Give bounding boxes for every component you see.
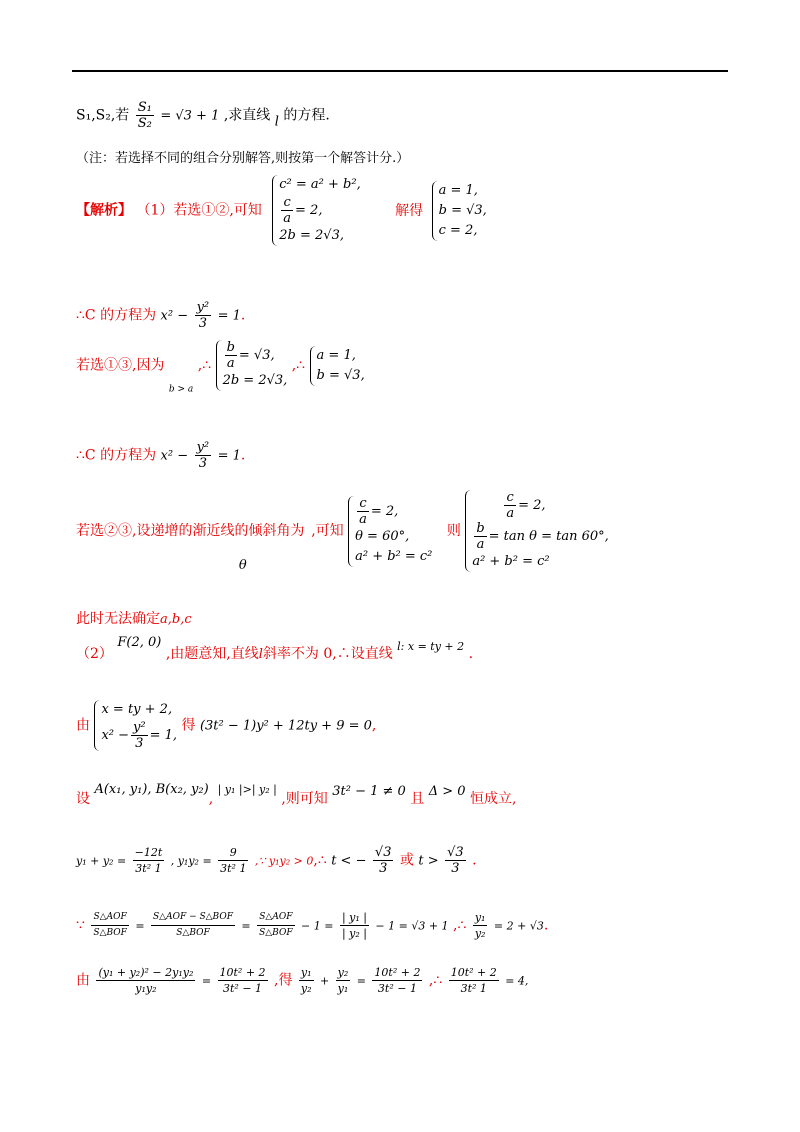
condition: b > a	[168, 384, 194, 395]
question-ask: ,求直线	[223, 107, 271, 124]
system-3: $\frac{b}{a}$ = √3, 2b = 2√3,	[216, 340, 288, 391]
result-1: ∴C 的方程为 x² − $\frac{\text{y²}}{3}$ = 1.	[76, 300, 246, 331]
analysis-header: 【解析】	[76, 202, 132, 219]
cannot-determine: 此时无法确定a,b,c	[76, 611, 192, 627]
solution-1-2	[76, 175, 487, 246]
vieta: y₁ + y₂ = $\frac{-12t}{\text{3t² 1}}$ , y₁y₂ = $\frac{9}{\text{3t² 1}}$ ,∵ y₁y₂ > 0,∴ t < − $\frac{√3}{3}$ 或 t > $\frac{√3}{3}$ .	[76, 845, 477, 876]
focus-point: F(2, 0)	[117, 635, 162, 650]
result-2: ∴C 的方程为 x² − $\frac{\text{y²}}{3}$ = 1.	[76, 440, 246, 471]
solution-1-3: 若选①③,因为 $_{b > a}$ ,∴ $\frac{b}{a}$ = √3, 2b = 2√3, ,∴ a = 1, b = √3,	[76, 340, 365, 395]
question-ask-end: 的方程.	[283, 107, 330, 124]
system-6: $\frac{c}{a}$ = 2, $\frac{b}{a}$ = tan θ = tan 60°, a² + b² = c²	[465, 490, 608, 572]
system-line-hyperbola: 由 x = ty + 2, x² − $\frac{\text{y²}}{3}$ = 1, 得 (3t² − 1)y² + 12ty + 9 = 0,	[76, 702, 377, 751]
theta: θ	[238, 558, 247, 573]
system-2: a = 1, b = √3, c = 2,	[432, 181, 487, 241]
solve-label: 解得	[395, 202, 424, 219]
final-equation: 由 $\frac{\text{(y₁ + y₂)² − 2y₁y₂}}{\text{y₁y₂}}$ = $\frac{\text{10t² + 2}}{\text{3t² − 1}}$ ,得 $\frac{\text{y₁}}{\text{y₂}}$ + $\frac{\text{y₂}}{\text{y₁}}$ = $\frac{\text{10t² + 2}}{\text{3t² − 1}}$ ,∴ $\frac{\text{10t² + 2}}{\text{3t² 1}}$ = 4,	[76, 966, 529, 995]
solution-intro: （1）若选①②,可知	[136, 202, 262, 219]
ratio-value: = √3 + 1	[160, 108, 220, 124]
ratio-fraction: $\frac{\text{S₁}}{\text{S₂}}$	[137, 100, 152, 131]
system-5: $\frac{c}{a}$ = 2, θ = 60°, a² + b² = c²	[348, 496, 432, 567]
line-l: l	[274, 114, 279, 130]
note: （注：若选择不同的组合分别解答,则按第一个解答计分.）	[76, 151, 410, 166]
header-rule	[72, 70, 728, 72]
system-7: x = ty + 2, x² − $\frac{\text{y²}}{3}$ = 1,	[94, 700, 177, 751]
solution-2-3: 若选②③,设递增的渐近线的倾斜角为 θ ,可知 $\frac{c}{a}$ = 2, θ = 60°, a² + b² = c² 则 $\frac{c}{a}$ = 2, $\frac{b}{a}$ = tan θ = tan 60°, a² + b² = c²	[76, 490, 609, 573]
area-ratio: ∵ $\frac{\text{S△AOF}}{\text{S△BOF}}$ = $\frac{\text{S△AOF − S△BOF}}{\text{S△BOF}}$ = $\frac{\text{S△AOF}}{\text{S△BOF}}$ − 1 = $\frac{\text{| y₁ |}}{\text{| y₂ |}}$ − 1 = √3 + 1 ,∴ $\frac{\text{y₁}}{\text{y₂}}$ = 2 + √3.	[76, 911, 549, 940]
question-s1s2: S₁,S₂,若	[76, 107, 130, 124]
question-tail	[76, 100, 330, 132]
system-1: c² = a² + b², $\frac{c}{a}$ = 2, 2b = 2√3,	[272, 175, 360, 246]
set-points: 设 A(x₁, y₁), B(x₂, y₂), $^{| y_1 |>| y_2 |}$ ,则可知 3t² − 1 ≠ 0 且 Δ > 0 恒成立,	[76, 782, 517, 807]
quadratic: (3t² − 1)y² + 12ty + 9 = 0	[199, 718, 372, 734]
part-2: （2） F(2, 0) ,由题意知,直线l斜率不为 0,∴设直线 $^{l: x = ty + 2}$ .	[76, 635, 474, 662]
line-equation: l: x = ty + 2	[397, 640, 465, 653]
system-4: a = 1, b = √3,	[310, 346, 365, 386]
